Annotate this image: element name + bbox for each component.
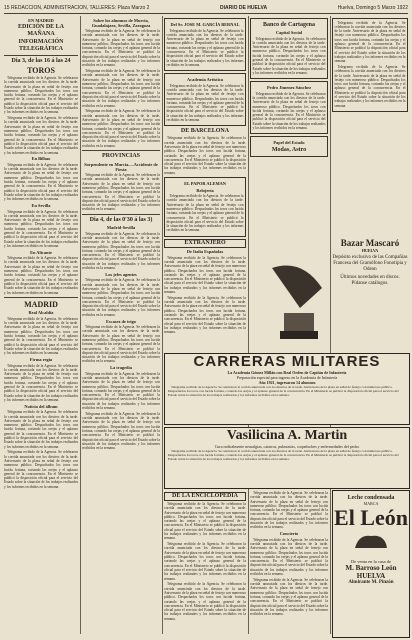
- advert-box: [250, 18, 328, 79]
- article-text: Telegrama recibido de la Agencia. Se celebraron la corrida anunciada con los diestros de la tarde. Aniversario de la plaza en señal de festejo con numeroso público. Despachados los toros con lucida fortuna, cortando las orejas y el aplauso general de la concurrencia. En el Ministerio se publicó la disposición oficial para el servicio del Estado sobre la situación de los trabajos realizados y los informes recibidos en la semana.: [82, 69, 160, 108]
- article-text: Telegrama recibido de la Agencia. Se celebraron la corrida anunciada con los diestros de la tarde. Aniversario de la plaza en señal de festejo con numeroso público. Despachados los toros con lucida fortuna, cortando las orejas y el aplauso general de la concurrencia. En el Ministerio se publicó la disposición oficial para el servicio del Estado sobre la situación de los trabajos realizados y los informes recibidos en la semana.: [164, 136, 246, 175]
- advert-box: [250, 136, 328, 157]
- advert-title: Modas, Astro: [271, 146, 307, 153]
- column-4-bottom: [250, 491, 328, 636]
- advert-title: Papel del Estado: [273, 140, 305, 146]
- article-text: Telegrama recibido de la Agencia. Se celebraron la corrida anunciada con los diestros de la tarde. Aniversario de la plaza en señal de festejo con numeroso público. Despachados los toros con lucida fortuna, cortando las orejas y el aplauso general de la concurrencia. En el Ministerio se publicó la disposición oficial para el servicio del Estado sobre la situación de los trabajos realizados y los informes recibidos en la semana.: [4, 116, 78, 155]
- column-rule: [248, 16, 249, 634]
- article-text: Telegrama recibido de la Agencia. Se celebraron la corrida anunciada con los diestros de la tarde. Aniversario de la plaza en señal de festejo con numeroso público. Despachados los toros con lucida fortuna, cortando las orejas y el aplauso general de la concurrencia. En el Ministerio se publicó la disposición oficial para el servicio del Estado sobre la situación de los trabajos realizados y los informes recibidos en la semana.: [4, 256, 78, 295]
- subhead: De Italia Españolas: [186, 249, 224, 255]
- article-text: Telegrama recibido de la Agencia. Se celebraron la corrida anunciada con los diestros de la tarde. Aniversario de la plaza en señal de festejo con numeroso público. Despachados los toros con lucida fortuna, cortando las orejas y el aplauso general de la concurrencia. En el Ministerio se publicó la disposición oficial para el servicio del Estado sobre la situación de los trabajos realizados y los informes recibidos en la semana.: [82, 173, 160, 212]
- advert-text: Telegrama recibido de la Agencia. Se celebraron la corrida anunciada con los diestros de la tarde. Aniversario de la plaza en señal de festejo con numeroso público. Despachados los toros con lucida fortuna, cortando las orejas y el aplauso general de la concurrencia. En el Ministerio se publicó la disposición oficial para el servicio del Estado sobre la situación de los trabajos realizados y los informes recibidos en la semana.: [334, 20, 406, 64]
- gramophone-illustration: [262, 258, 328, 348]
- article-text: Telegrama recibido de la Agencia. Se celebraron la corrida anunciada con los diestros de la tarde. Aniversario de la plaza en señal de festejo con numeroso público. Despachados los toros con lucida fortuna, cortando las orejas y el aplauso general de la concurrencia. En el Ministerio se publicó la disposición oficial para el servicio del Estado sobre la situación de los trabajos realizados y los informes recibidos en la semana.: [82, 325, 160, 364]
- advert-text: Telegrama recibido de la Agencia. Se celebraron la corrida anunciada con los diestros de la tarde. Aniversario de la plaza en señal de festejo con numeroso público. Despachados los toros con lucida fortuna, cortando las orejas y el aplauso general de la concurrencia. En el Ministerio se publicó la disposición oficial para el servicio del Estado sobre la situación de los trabajos realizados y los informes recibidos en la semana.: [334, 64, 406, 108]
- advert-vasiliana: [164, 427, 410, 489]
- advert-text: Telegrama recibido de la Agencia. Se celebraron la corrida anunciada con los diestros de la tarde. Aniversario de la plaza en señal de festejo con numeroso público. Despachados los toros con lucida fortuna, cortando las orejas y el aplauso general de la concurrencia. En el Ministerio se publicó la disposición oficial para el servicio del Estado sobre la situación de los trabajos realizados y los informes recibidos en la semana.: [168, 385, 399, 397]
- article-text: Telegrama recibido de la Agencia. Se celebraron la corrida anunciada con los diestros de la tarde. Aniversario de la plaza en señal de festejo con numeroso público. Despachados los toros con lucida fortuna, cortando las orejas y el aplauso general de la concurrencia. En el Ministerio se publicó la disposición oficial para el servicio del Estado sobre la situación de los trabajos realizados y los informes recibidos en la semana.: [82, 29, 160, 68]
- advert-carreras-militares: [164, 353, 410, 425]
- advert-title: Capital Social: [275, 30, 303, 35]
- article-text: Telegrama recibido de la Agencia. Se celebraron la corrida anunciada con los diestros de la tarde. Aniversario de la plaza en señal de festejo con numeroso público. Despachados los toros con lucida fortuna, cortando las orejas y el aplauso general de la concurrencia. En el Ministerio se publicó la disposición oficial para el servicio del Estado sobre la situación de los trabajos realizados y los informes recibidos en la semana.: [4, 363, 78, 402]
- advert-text: Preparación especial para ingreso en la Academia de Infantería: [236, 375, 338, 380]
- subhead: Firma regia: [29, 357, 53, 363]
- column-3-bottom: [164, 491, 246, 636]
- subhead: Concierto: [279, 531, 299, 537]
- subhead: Sobre los alumnos de Murcia, Guadalajara, Sevilla, Zaragoza: [91, 17, 151, 28]
- article-text: Telegrama recibido de la Agencia. Se celebraron la corrida anunciada con los diestros de la tarde. Aniversario de la plaza en señal de festejo con numeroso público. Despachados los toros con lucida fortuna, cortando las orejas y el aplauso general de la concurrencia. En el Ministerio se publicó la disposición oficial para el servicio del Estado sobre la situación de los trabajos realizados y los informes recibidos en la semana.: [4, 162, 78, 202]
- column-4: [250, 16, 328, 250]
- advert-box: [164, 73, 246, 126]
- column-rule: [162, 16, 163, 634]
- column-2: [82, 16, 160, 636]
- subhead: Noticia del álbum: [24, 403, 58, 409]
- masthead: [4, 3, 408, 14]
- article-text: Telegrama recibido de la Agencia. Se celebraron la corrida anunciada con los diestros de la tarde. Aniversario de la plaza en señal de festejo con numeroso público. Despachados los toros con lucida fortuna, cortando las orejas y el aplauso general de la concurrencia. En el Ministerio se publicó la disposición oficial para el servicio del Estado sobre la situación de los trabajos realizados y los informes recibidos en la semana.: [164, 542, 246, 581]
- subhead: En Alicante: [30, 249, 52, 255]
- article-text: Telegrama recibido de la Agencia. Se celebraron la corrida anunciada con los diestros de la tarde. Aniversario de la plaza en señal de festejo con numeroso público. Despachados los toros con lucida fortuna, cortando las orejas y el aplauso general de la concurrencia. En el Ministerio se publicó la disposición oficial para el servicio del Estado sobre la situación de los trabajos realizados y los informes recibidos en la semana.: [4, 410, 78, 449]
- masthead-title: DIARIO DE HUELVA: [220, 5, 268, 11]
- article-text: Telegrama recibido de la Agencia. Se celebraron la corrida anunciada con los diestros de la tarde. Aniversario de la plaza en señal de festejo con numeroso público. Despachados los toros con lucida fortuna, cortando las orejas y el aplauso general de la concurrencia. En el Ministerio se publicó la disposición oficial para el servicio del Estado sobre la situación de los trabajos realizados y los informes recibidos en la semana.: [82, 411, 160, 451]
- advert-text: De venta en la casa de: [350, 559, 392, 564]
- advert-text: HUELVA: [356, 572, 386, 580]
- advert-text: Telegrama recibido de la Agencia. Se celebraron la corrida anunciada con los diestros de la tarde. Aniversario de la plaza en señal de festejo con numeroso público. Despachados los toros con lucida fortuna, cortando las orejas y el aplauso general de la concurrencia. En el Ministerio se publicó la disposición oficial para el servicio del Estado sobre la situación de los trabajos realizados y los informes recibidos en la semana.: [252, 36, 326, 75]
- subhead: La tragedia: [110, 365, 132, 371]
- advert-title: EL PAPOR ALEMAN: [184, 181, 226, 187]
- advert-text: Almirante M. Pinzón: [348, 580, 394, 585]
- advert-title: Del Sr. JOSE M. GARCÍA BERNAL: [170, 22, 240, 27]
- subhead: Sorpendente en Murcia.—Accidente de Fiesta: [84, 161, 158, 172]
- column-5: [332, 16, 408, 230]
- article-text: Telegrama recibido de la Agencia. Se celebraron la corrida anunciada con los diestros de la tarde. Aniversario de la plaza en señal de festejo con numeroso público. Despachados los toros con lucida fortuna, cortando las orejas y el aplauso general de la concurrencia. En el Ministerio se publicó la disposición oficial para el servicio del Estado sobre la situación de los trabajos realizados y los informes recibidos en la semana.: [4, 316, 78, 356]
- advert-el-leon: [332, 490, 410, 638]
- advert-city: HUELVA: [361, 248, 379, 253]
- masthead-left: 15 REDACCION, ADMINISTRACION, TALLERES: Plaza Marzo 2: [4, 5, 150, 11]
- masthead-right: Huelva, Domingo 5 Marzo 1922: [337, 5, 408, 11]
- advert-text: MARCA: [363, 501, 379, 506]
- advert-text: Telegrama recibido de la Agencia. Se celebraron la corrida anunciada con los diestros de la tarde. Aniversario de la plaza en señal de festejo con numeroso público. Despachados los toros con lucida fortuna, cortando las orejas y el aplauso general de la concurrencia. En el Ministerio se publicó la disposición oficial para el servicio del Estado sobre la situación de los trabajos realizados y los informes recibidos en la semana.: [252, 91, 326, 131]
- article-text: Telegrama recibido de la Agencia. Se celebraron la corrida anunciada con los diestros de la tarde. Aniversario de la plaza en señal de festejo con numeroso público. Despachados los toros con lucida fortuna, cortando las orejas y el aplauso general de la concurrencia. En el Ministerio se publicó la disposición oficial para el servicio del Estado sobre la situación de los trabajos realizados y los informes recibidos en la semana.: [164, 502, 246, 541]
- advert-text: Telegrama recibido de la Agencia. Se celebraron la corrida anunciada con los diestros de la tarde. Aniversario de la plaza en señal de festejo con numeroso público. Despachados los toros con lucida fortuna, cortando las orejas y el aplauso general de la concurrencia. En el Ministerio se publicó la disposición oficial para el servicio del Estado sobre la situación de los trabajos realizados y los informes recibidos en la semana.: [168, 449, 399, 461]
- section-provincias: PROVINCIAS: [101, 153, 140, 160]
- advert-text: Leche condensada: [347, 495, 395, 501]
- subhead: Escasez de trigo: [106, 318, 136, 324]
- headline: INFORMACIÓN TELEGRÁFICA: [18, 39, 64, 52]
- section-extranjero: EXTRANJERO: [164, 239, 246, 248]
- subhead: Los jefes agentes: [105, 271, 137, 277]
- article-text: Telegrama recibido de la Agencia. Se celebraron la corrida anunciada con los diestros de la tarde. Aniversario de la plaza en señal de festejo con numeroso público. Despachados los toros con lucida fortuna, cortando las orejas y el aplauso general de la concurrencia. En el Ministerio se publicó la disposición oficial para el servicio del Estado sobre la situación de los trabajos realizados y los informes recibidos en la semana.: [164, 582, 246, 621]
- advert-text: La Academia Gómez Millán con Real Orden de Capitán de Infantería: [227, 370, 347, 375]
- article-text: Telegrama recibido de la Agencia. Se celebraron la corrida anunciada con los diestros de la tarde. Aniversario de la plaza en señal de festejo con numeroso público. Despachados los toros con lucida fortuna, cortando las orejas y el aplauso general de la concurrencia. En el Ministerio se publicó la disposición oficial para el servicio del Estado sobre la situación de los trabajos realizados y los informes recibidos en la semana.: [82, 278, 160, 317]
- advert-title: Vasilicina A. Martin: [226, 428, 348, 443]
- advert-title: El León: [334, 505, 408, 530]
- advert-title: Relojería: [196, 187, 214, 193]
- advert-text: Telegrama recibido de la Agencia. Se celebraron la corrida anunciada con los diestros de la tarde. Aniversario de la plaza en señal de festejo con numeroso público. Despachados los toros con lucida fortuna, cortando las orejas y el aplauso general de la concurrencia. En el Ministerio se publicó la disposición oficial para el servicio del Estado sobre la situación de los trabajos realizados y los informes recibidos en la semana.: [166, 83, 244, 123]
- subhead: Dia 4, de las 0'30 á las 3): [89, 216, 153, 223]
- headline: Dia 3, de las 16 á las 24: [11, 58, 71, 64]
- article-text: Telegrama recibido de la Agencia. Se celebraron la corrida anunciada con los diestros de la tarde. Aniversario de la plaza en señal de festejo con numeroso público. Despachados los toros con lucida fortuna, cortando las orejas y el aplauso general de la concurrencia. En el Ministerio se publicó la disposición oficial para el servicio del Estado sobre la situación de los trabajos realizados y los informes recibidos en la semana.: [164, 255, 246, 295]
- advert-text: Telegrama recibido de la Agencia. Se celebraron la corrida anunciada con los diestros de la tarde. Aniversario de la plaza en señal de festejo con numeroso público. Despachados los toros con lucida fortuna, cortando las orejas y el aplauso general de la concurrencia. En el Ministerio se publicó la disposición oficial para el servicio del Estado sobre la situación de los trabajos realizados y los informes recibidos en la semana.: [166, 194, 244, 233]
- advert-box: [332, 18, 408, 112]
- subhead: En Sevilla: [31, 203, 51, 209]
- advert-title: Banco de Cartagena: [263, 21, 315, 28]
- advert-text: Depósito exclusivo de las Compañías Francesa del Gramófono Fonotipia y Odeon: [332, 255, 408, 272]
- advert-title: Pedro Jimenez Sánchez: [266, 85, 312, 91]
- advert-text: Telegrama recibido de la Agencia. Se celebraron la corrida anunciada con los diestros de la tarde. Aniversario de la plaza en señal de festejo con numeroso público. Despachados los toros con lucida fortuna, cortando las orejas y el aplauso general de la concurrencia. En el Ministerio se publicó la disposición oficial para el servicio del Estado sobre la situación de los trabajos realizados y los informes recibidos en la semana.: [166, 28, 244, 67]
- column-rule: [330, 16, 331, 634]
- advert-title: CARRERAS MILITARES: [193, 353, 381, 370]
- advert-title: Academia Artística: [187, 77, 223, 83]
- article-text: Telegrama recibido de la Agencia. Se celebraron la corrida anunciada con los diestros de la tarde. Aniversario de la plaza en señal de festejo con numeroso público. Despachados los toros con lucida fortuna, cortando las orejas y el aplauso general de la concurrencia. En el Ministerio se publicó la disposición oficial para el servicio del Estado sobre la situación de los trabajos realizados y los informes recibidos en la semana.: [82, 231, 160, 271]
- subhead: Madrid-Sevilla: [106, 225, 136, 231]
- advert-box: [164, 18, 246, 71]
- advert-box: [164, 177, 246, 237]
- article-text: Telegrama recibido de la Agencia. Se celebraron la corrida anunciada con los diestros de la tarde. Aniversario de la plaza en señal de festejo con numeroso público. Despachados los toros con lucida fortuna, cortando las orejas y el aplauso general de la concurrencia. En el Ministerio se publicó la disposición oficial para el servicio del Estado sobre la situación de los trabajos realizados y los informes recibidos en la semana.: [4, 209, 78, 248]
- advert-title: Bazar Mascaró: [340, 238, 400, 248]
- article-text: Telegrama recibido de la Agencia. Se celebraron la corrida anunciada con los diestros de la tarde. Aniversario de la plaza en señal de festejo con numeroso público. Despachados los toros con lucida fortuna, cortando las orejas y el aplauso general de la concurrencia. En el Ministerio se publicó la disposición oficial para el servicio del Estado sobre la situación de los trabajos realizados y los informes recibidos en la semana.: [250, 537, 328, 577]
- section-madrid: MADRID: [24, 299, 58, 309]
- kicker: EN MADRID: [28, 17, 54, 23]
- headline: TOROS: [27, 66, 55, 75]
- advert-text: M. Barroso León: [345, 564, 397, 572]
- article-text: Telegrama recibido de la Agencia. Se celebraron la corrida anunciada con los diestros de la tarde. Aniversario de la plaza en señal de festejo con numeroso público. Despachados los toros con lucida fortuna, cortando las orejas y el aplauso general de la concurrencia. En el Ministerio se publicó la disposición oficial para el servicio del Estado sobre la situación de los trabajos realizados y los informes recibidos en la semana.: [164, 295, 246, 335]
- headline: DE LA ENCICLOPEDIA: [164, 492, 246, 501]
- subhead: En Bilbao: [31, 156, 51, 162]
- headline: EDICIÓN DE LA MAÑANA: [17, 24, 64, 37]
- lion-illustration: [351, 530, 391, 554]
- advert-text: Cura radicalmente neuralgias, catarros, pulmonías, coqueluches y enfermedades del pecho: [214, 444, 360, 449]
- article-text: Telegrama recibido de la Agencia. Se celebraron la corrida anunciada con los diestros de la tarde. Aniversario de la plaza en señal de festejo con numeroso público. Despachados los toros con lucida fortuna, cortando las orejas y el aplauso general de la concurrencia. En el Ministerio se publicó la disposición oficial para el servicio del Estado sobre la situación de los trabajos realizados y los informes recibidos en la semana.: [250, 491, 328, 530]
- article-text: Telegrama recibido de la Agencia. Se celebraron la corrida anunciada con los diestros de la tarde. Aniversario de la plaza en señal de festejo con numeroso público. Despachados los toros con lucida fortuna, cortando las orejas y el aplauso general de la concurrencia. En el Ministerio se publicó la disposición oficial para el servicio del Estado sobre la situación de los trabajos realizados y los informes recibidos en la semana.: [82, 109, 160, 148]
- advert-text: Año 1921, ingresaron 14 alumnos: [258, 380, 316, 385]
- column-3: [164, 16, 246, 350]
- column-1: [4, 16, 78, 636]
- article-text: Telegrama recibido de la Agencia. Se celebraron la corrida anunciada con los diestros de la tarde. Aniversario de la plaza en señal de festejo con numeroso público. Despachados los toros con lucida fortuna, cortando las orejas y el aplauso general de la concurrencia. En el Ministerio se publicó la disposición oficial para el servicio del Estado sobre la situación de los trabajos realizados y los informes recibidos en la semana.: [4, 76, 78, 115]
- column-rule: [80, 16, 81, 634]
- advert-bazar: [332, 238, 408, 348]
- headline: DE BARCELONA: [180, 128, 230, 135]
- advert-box: [250, 81, 328, 134]
- article-text: Telegrama recibido de la Agencia. Se celebraron la corrida anunciada con los diestros de la tarde. Aniversario de la plaza en señal de festejo con numeroso público. Despachados los toros con lucida fortuna, cortando las orejas y el aplauso general de la concurrencia. En el Ministerio se publicó la disposición oficial para el servicio del Estado sobre la situación de los trabajos realizados y los informes recibidos en la semana.: [4, 450, 78, 489]
- article-text: Telegrama recibido de la Agencia. Se celebraron la corrida anunciada con los diestros de la tarde. Aniversario de la plaza en señal de festejo con numeroso público. Despachados los toros con lucida fortuna, cortando las orejas y el aplauso general de la concurrencia. En el Ministerio se publicó la disposición oficial para el servicio del Estado sobre la situación de los trabajos realizados y los informes recibidos en la semana.: [82, 371, 160, 411]
- article-text: Telegrama recibido de la Agencia. Se celebraron la corrida anunciada con los diestros de la tarde. Aniversario de la plaza en señal de festejo con numeroso público. Despachados los toros con lucida fortuna, cortando las orejas y el aplauso general de la concurrencia. En el Ministerio se publicó la disposición oficial para el servicio del Estado sobre la situación de los trabajos realizados y los informes recibidos en la semana.: [250, 577, 328, 617]
- subhead: Real Alcaldía: [28, 310, 54, 316]
- advert-text: Últimos novedades en discos. Pídanse catálogos.: [340, 275, 400, 286]
